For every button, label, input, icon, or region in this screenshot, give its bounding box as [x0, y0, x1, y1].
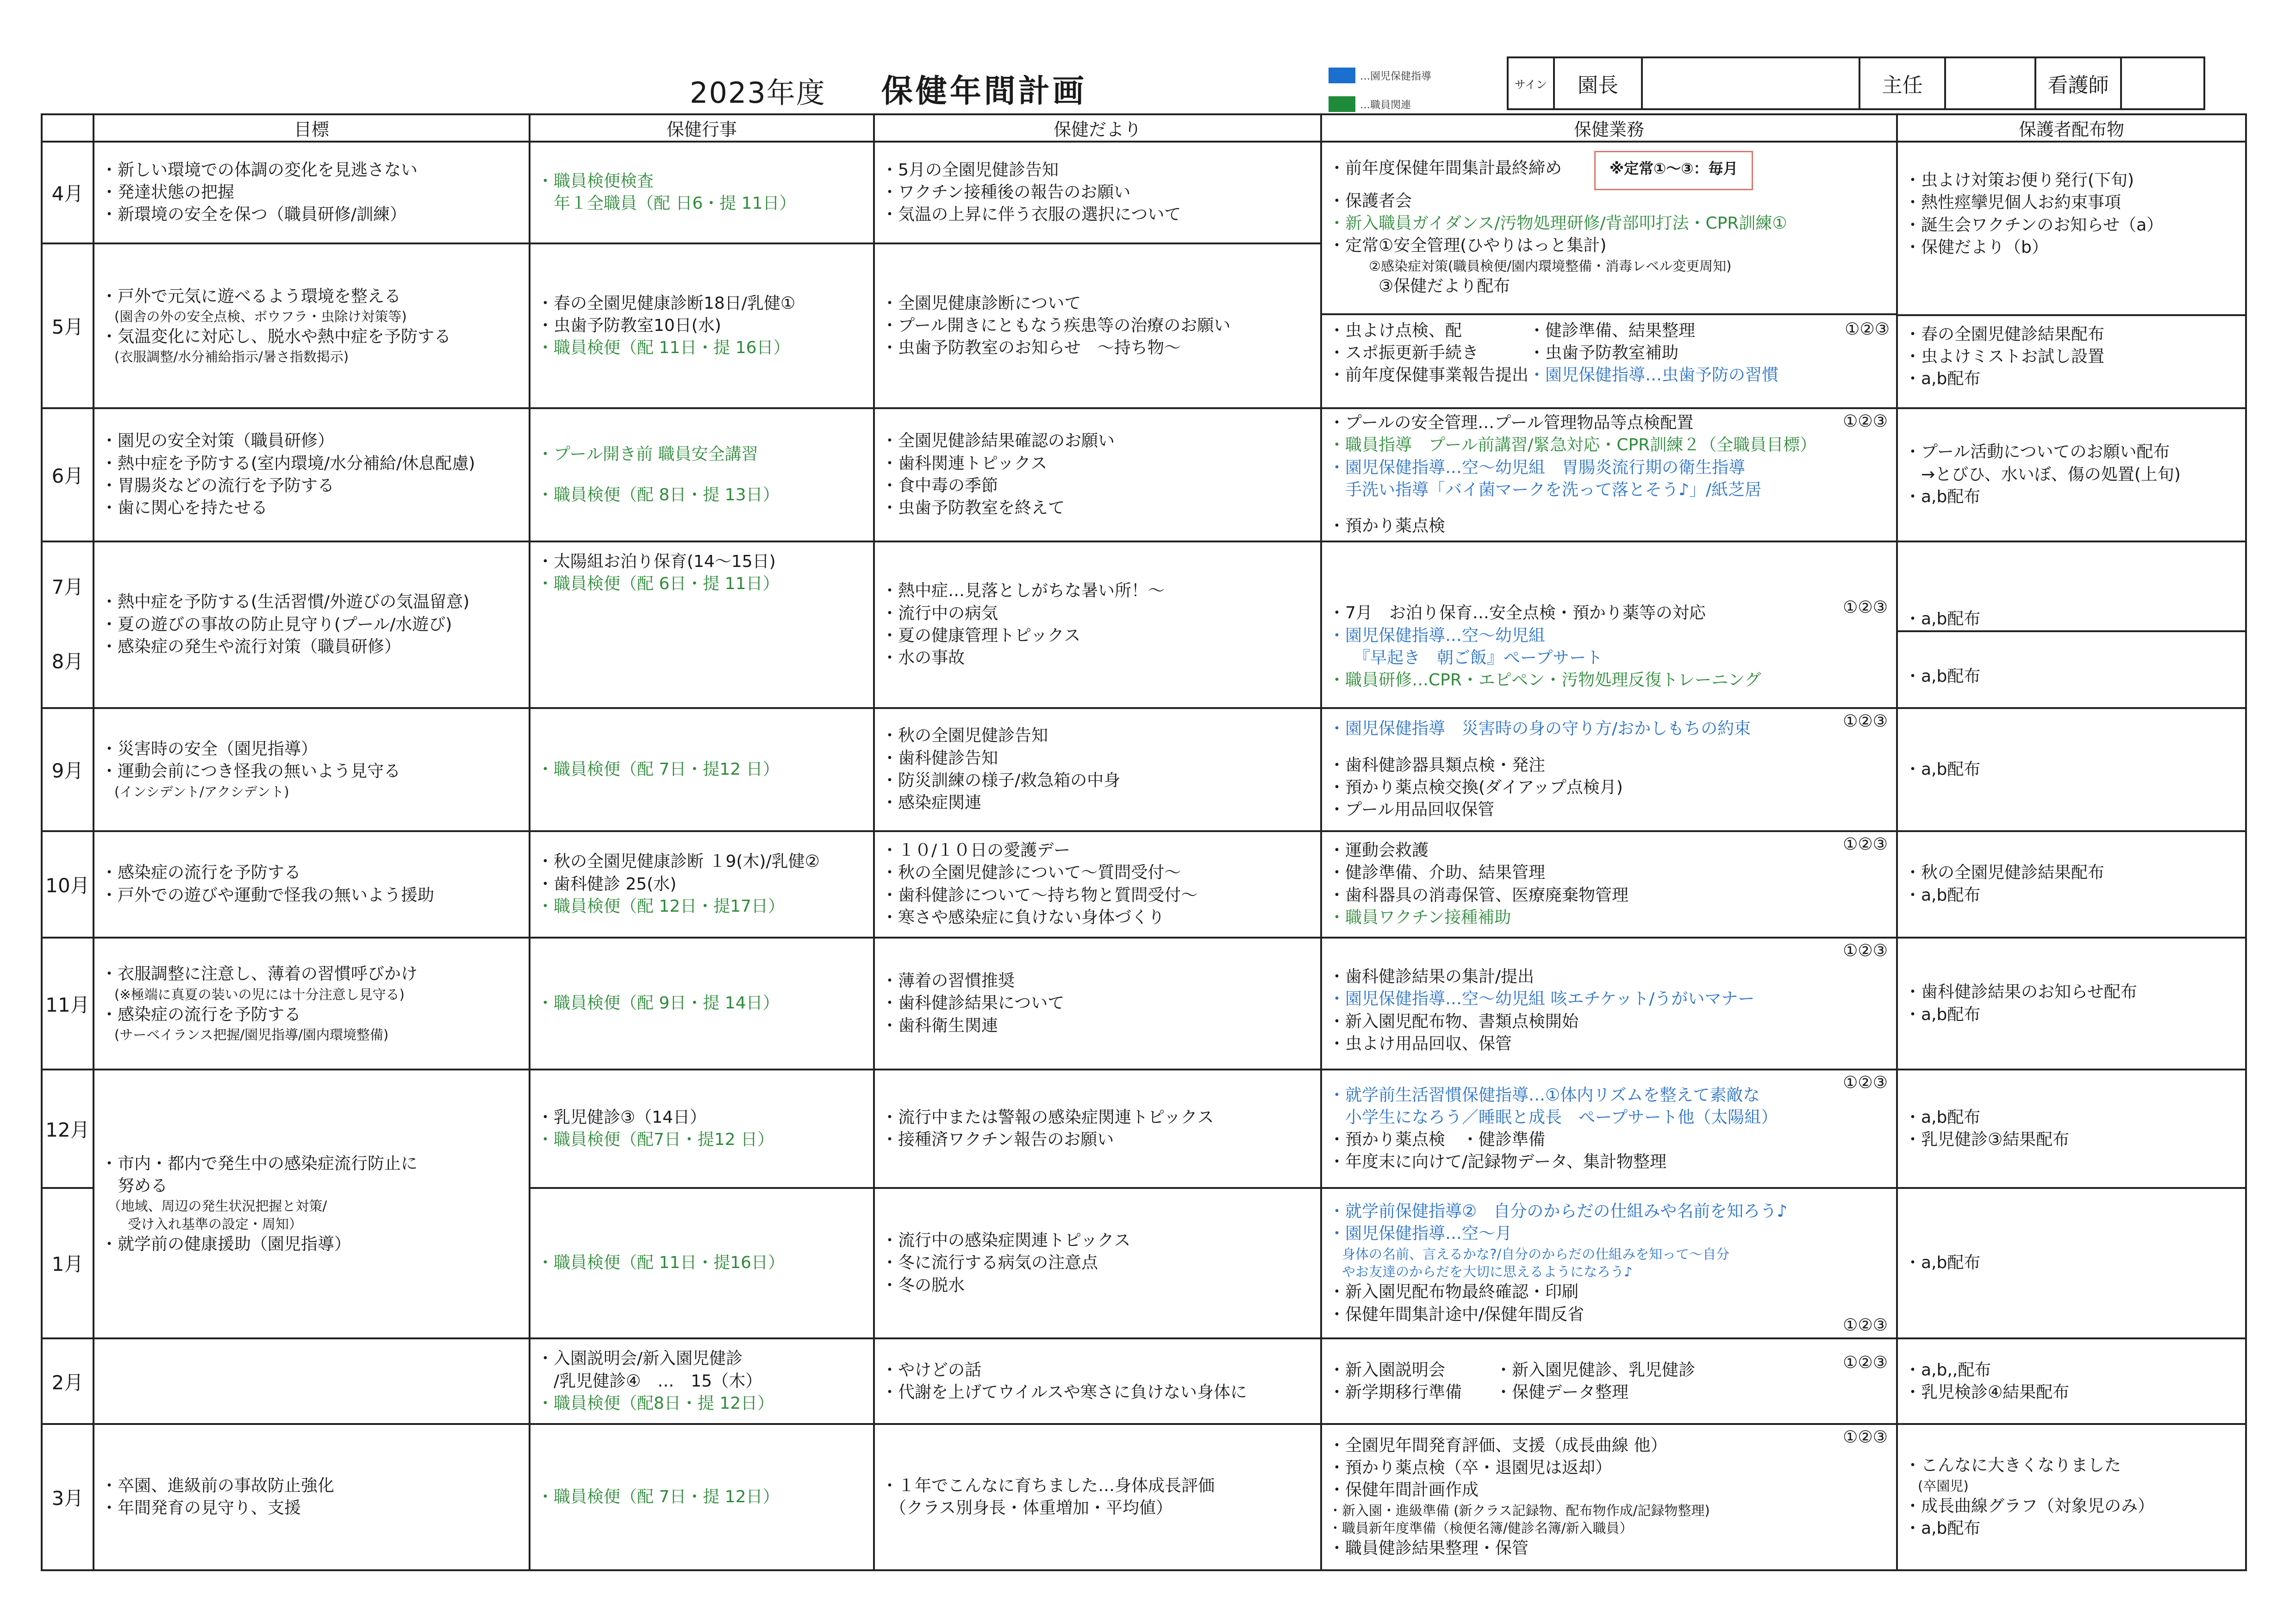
header-newsletter: 保健だより: [874, 114, 1321, 142]
handout-line: ・虫よけ対策お便り発行(下旬): [1904, 171, 2134, 190]
routine-marker: ①②③: [1843, 712, 1888, 731]
handout-line: ・a,b配布: [1904, 885, 1981, 905]
routine-marker: ①②③: [1843, 1353, 1888, 1373]
goal-line: ・感染症の流行を予防する: [101, 863, 301, 883]
handout-line: (卒園児): [1904, 1478, 1969, 1494]
duty-line: ・前年度保健事業報告提出・園児保健指導…虫歯予防の習慣: [1329, 366, 1779, 385]
duty-line: ・職員ワクチン接種補助: [1329, 908, 1511, 927]
news-line: ・水の事故: [881, 648, 965, 668]
newsletter-cell: [874, 1070, 1321, 1188]
color-legend: [1329, 61, 1477, 118]
handout-line: ・乳児健診③結果配布: [1904, 1130, 2070, 1149]
handout-line: ・歯科健診結果のお知らせ配布: [1904, 983, 2137, 1002]
goal-cell: [94, 1424, 530, 1570]
routine-marker: ①②③: [1845, 319, 1890, 339]
newsletter-cell: [874, 1338, 1321, 1424]
duty-line: ・預かり薬点検 ・健診準備: [1329, 1130, 1546, 1149]
month-label: 5月: [42, 243, 94, 408]
duties-cell: [1321, 541, 1897, 709]
row-december: [42, 1070, 2246, 1188]
duty-line: ・預かり薬点検交換(ダイアップ点検月): [1329, 777, 1623, 797]
duty-line: ・就学前生活習慣保健指導…①体内リズムを整えて素敵な: [1329, 1085, 1760, 1105]
goal-line: (インシデント/アクシデント): [101, 784, 289, 800]
duty-line: ・園児保健指導…空～幼児組 咳エチケット/うがいマナー: [1329, 989, 1755, 1009]
goal-line: ・年間発育の見守り、支援: [101, 1499, 301, 1518]
month-label: 10月: [42, 831, 94, 938]
event-line: ・職員検便検査: [537, 172, 654, 191]
event-line: ・職員検便（配 12日・提17日）: [537, 896, 785, 916]
handouts-cell: [1897, 708, 2246, 831]
duty-line: ・健診準備、介助、結果管理: [1329, 863, 1546, 883]
duties-divider: [1322, 313, 1896, 315]
event-line: ・職員検便（配 6日・提 11日）: [537, 574, 780, 593]
routine-note: ※定常①～③：毎月: [1594, 151, 1753, 190]
goal-line: ・熱中症を予防する(生活習慣/外遊びの気温留意): [101, 592, 470, 612]
nurse-label: 看護師: [2035, 57, 2121, 109]
goal-cell: [94, 938, 530, 1070]
event-line: ・職員検便（配 9日・提 14日）: [537, 994, 780, 1013]
duty-line: ・7月 お泊り保育…安全点検・預かり薬等の対応: [1329, 603, 1706, 623]
news-line: ・虫歯予防教室を終えて: [881, 498, 1065, 517]
goal-line: ・発達状態の把握: [101, 183, 235, 202]
event-line: ・秋の全園児健康診断 １9(木)/乳健②: [537, 852, 820, 871]
duty-line: 『早起き 朝ご飯』ぺープサート: [1329, 648, 1603, 667]
handouts-cell: [1897, 541, 2246, 709]
routine-marker: ①②③: [1843, 834, 1888, 854]
duties-cell: [1321, 142, 1897, 408]
goal-line: ・市内・都内で発生中の感染症流行防止に: [101, 1154, 418, 1173]
handouts-cell: [1897, 1338, 2246, 1424]
duty-line: ・新入園説明会 ・新入園児健診、乳児健診: [1329, 1360, 1696, 1380]
header-row: [42, 114, 2246, 142]
news-line: ・１年でこんなに育ちました…身体成長評価: [881, 1476, 1215, 1495]
newsletter-cell: [874, 938, 1321, 1070]
news-line: ・ワクチン接種後の報告のお願い: [881, 183, 1131, 202]
event-line: ・虫歯予防教室10日(水): [537, 316, 721, 336]
legend-swatch-blue: [1329, 68, 1355, 83]
handout-line: ・虫よけミストお試し設置: [1904, 347, 2105, 367]
handout-line: ・a,b配布: [1904, 759, 1981, 779]
event-line: ・職員検便（配7日・提12 日）: [537, 1130, 774, 1149]
routine-marker: ①②③: [1843, 941, 1888, 960]
goal-cell: [94, 541, 530, 709]
month-label: 9月: [42, 708, 94, 831]
goal-line: ・胃腸炎などの流行を予防する: [101, 476, 335, 495]
month-label: 12月: [42, 1070, 94, 1188]
newsletter-cell: [874, 243, 1321, 408]
news-line: ・流行中の感染症関連トピックス: [881, 1231, 1131, 1250]
duty-line: ・園児保健指導…空～幼児組 胃腸炎流行期の衛生指導: [1329, 458, 1746, 477]
month-august: 8月: [51, 650, 84, 673]
handout-line: ・乳児検診④結果配布: [1904, 1382, 2070, 1402]
news-line: ・１０/１０日の愛護デー: [881, 841, 1071, 860]
signature-table: [1507, 56, 2205, 110]
news-line: ・夏の健康管理トピックス: [881, 626, 1081, 645]
header-events: 保健行事: [530, 114, 874, 142]
event-line: ・入園説明会/新入園児健診: [537, 1349, 743, 1368]
news-line: ・感染症関連: [881, 793, 982, 813]
duty-line: ・新入職員ガイダンス/汚物処理研修/背部叩打法・CPR訓練①: [1329, 214, 1787, 233]
handout-line: ・a,b配布: [1904, 1107, 1981, 1127]
goal-line: ・気温変化に対応し、脱水や熱中症を予防する: [101, 327, 451, 347]
event-line: ・職員検便（配 11日・提 16日）: [537, 338, 790, 358]
duty-line: ③保健だより配布: [1329, 276, 1510, 296]
header-month: [42, 114, 94, 142]
event-line: ・春の全園児健康診断18日/乳健①: [537, 293, 796, 313]
events-cell: [530, 1070, 874, 1188]
handout-line: ・保健だより（b）: [1904, 237, 2048, 257]
handout-line: ・プール活動についてのお願い配布: [1904, 442, 2170, 462]
goal-line: ・卒園、進級前の事故防止強化: [101, 1476, 335, 1495]
news-line: ・歯科健診結果について: [881, 994, 1065, 1013]
news-line: ・接種済ワクチン報告のお願い: [881, 1130, 1114, 1149]
duty-line: ・歯科健診結果の集計/提出: [1329, 967, 1535, 987]
news-line: ・冬の脱水: [881, 1275, 965, 1295]
duties-cell: [1321, 938, 1897, 1070]
news-line: ・歯科衛生関連: [881, 1016, 998, 1035]
routine-marker: ①②③: [1843, 1073, 1888, 1093]
goal-cell: [94, 1070, 530, 1338]
event-line: ・職員検便（配8日・提 12日）: [537, 1393, 774, 1413]
goal-line: ・新環境の安全を保つ（職員研修/訓練）: [101, 205, 407, 224]
news-line: ・プール開きにともなう疾患等の治療のお願い: [881, 316, 1231, 336]
goal-cell: [94, 1338, 530, 1424]
duty-line: ・虫よけ点検、配 ・健診準備、結果整理: [1329, 321, 1696, 340]
goal-cell: [94, 408, 530, 541]
page-title: [690, 69, 1087, 111]
routine-marker: ①②③: [1843, 1316, 1888, 1335]
events-cell: [530, 243, 874, 408]
duties-cell: [1321, 708, 1897, 831]
header-duties: 保健業務: [1321, 114, 1897, 142]
news-line: ・歯科健診告知: [881, 748, 998, 768]
news-line: ・流行中の病気: [881, 603, 998, 623]
duty-line: ・園児保健指導…空～幼児組: [1329, 626, 1546, 645]
duties-cell: [1321, 408, 1897, 541]
goal-line: 努める: [101, 1176, 168, 1195]
event-line: ・プール開き前 職員安全講習: [537, 444, 758, 464]
duties-cell: [1321, 831, 1897, 938]
title-year: 2023年度: [690, 76, 826, 110]
goal-line: ・新しい環境での体調の変化を見逃さない: [101, 160, 418, 180]
news-line: ・寒さや感染症に負けない身体づくり: [881, 908, 1165, 927]
duty-line: ・全園児年間発育評価、支援（成長曲線 他）: [1329, 1436, 1667, 1455]
handouts-cell: [1897, 938, 2246, 1070]
handouts-divider: [1898, 314, 2245, 316]
news-line: ・秋の全園児健診について～質問受付～: [881, 863, 1181, 883]
duty-line: ・プールの安全管理…プール管理物品等点検配置: [1329, 413, 1694, 433]
goal-cell: [94, 243, 530, 408]
event-line: ・職員検便（配 8日・提 13日）: [537, 485, 780, 504]
header-goal: 目標: [94, 114, 530, 142]
handout-line: ・a,b配布: [1904, 369, 1981, 389]
goal-line: ・戸外での遊びや運動で怪我の無いよう援助: [101, 885, 435, 905]
duty-line: 手洗い指導「バイ菌マークを洗って落とそう♪」/紙芝居: [1329, 480, 1762, 499]
duties-cell: [1321, 1188, 1897, 1338]
row-october: [42, 831, 2246, 938]
legend-label: …園児保健指導: [1360, 70, 1432, 82]
legend-label: …職員関連: [1360, 99, 1411, 111]
handout-line: ・春の全園児健診結果配布: [1904, 325, 2105, 344]
news-line: ・熱中症…見落としがちな暑い所！～: [881, 581, 1165, 601]
duty-line: ・保健年間集計途中/保健年間反省: [1329, 1305, 1585, 1324]
newsletter-cell: [874, 1424, 1321, 1570]
goal-line: 受け入れ基準の設定・周知）: [101, 1216, 303, 1232]
event-line: ・職員検便（配 7日・提12 日）: [537, 759, 780, 779]
duty-line: 身体の名前、言えるかな?/自分のからだの仕組みを知って～自分: [1329, 1246, 1730, 1262]
nurse-sign-box[interactable]: [2121, 57, 2204, 109]
handouts-cell: [1897, 142, 2246, 408]
row-june: [42, 408, 2246, 541]
duty-line: ・園児保健指導…空～月: [1329, 1224, 1512, 1244]
handouts-cell: [1897, 1424, 2246, 1570]
handout-line: ・a,b配布: [1904, 609, 1981, 628]
month-label: 11月: [42, 938, 94, 1070]
row-july-august: [42, 541, 2246, 709]
director-sign-box[interactable]: [1642, 57, 1859, 109]
event-line: ・太陽組お泊り保育(14～15日): [537, 552, 776, 571]
events-cell: [530, 938, 874, 1070]
routine-marker: ①②③: [1843, 1428, 1888, 1447]
chief-label: 主任: [1859, 57, 1945, 109]
news-line: ・5月の全園児健診告知: [881, 160, 1059, 180]
news-line: ・気温の上昇に伴う衣服の選択について: [881, 205, 1181, 224]
duty-line: ・預かり薬点検（卒・退園児は返却）: [1329, 1458, 1612, 1478]
news-line: ・虫歯予防教室のお知らせ ～持ち物～: [881, 338, 1181, 358]
duty-line: ・歯科器具の消毒保管、医療廃棄物管理: [1329, 885, 1629, 905]
handouts-cell: [1897, 1188, 2246, 1338]
news-line: ・防災訓練の様子/救急箱の中身: [881, 771, 1121, 790]
goal-line: ・運動会前につき怪我の無いよう見守る: [101, 762, 401, 781]
goal-line: ・衣服調整に注意し、薄着の習慣呼びかけ: [101, 964, 418, 984]
duty-line: ②感染症対策(職員検便/園内環境整備・消毒レベル変更周知): [1329, 258, 1732, 274]
handout-line: ・a,b配布: [1904, 666, 1981, 686]
duty-line: ・プール用品回収保管: [1329, 800, 1495, 820]
duty-line: ・就学前保健指導② 自分のからだの仕組みや名前を知ろう♪: [1329, 1202, 1788, 1221]
newsletter-cell: [874, 708, 1321, 831]
director-label: 園長: [1554, 57, 1642, 109]
goal-line: (衣服調整/水分補給指示/暑さ指数掲示): [101, 349, 349, 365]
news-line: ・食中毒の季節: [881, 476, 998, 495]
news-line: ・歯科関連トピックス: [881, 454, 1048, 473]
goal-cell: [94, 142, 530, 243]
events-cell: [530, 1338, 874, 1424]
events-cell: [530, 831, 874, 938]
duty-line: やお友達のからだを大切に思えるようになろう♪: [1329, 1264, 1633, 1280]
events-cell: [530, 541, 874, 709]
handout-line: ・a,b配布: [1904, 487, 1981, 506]
event-line: ・職員検便（配 11日・提16日）: [537, 1253, 785, 1273]
row-february: [42, 1338, 2246, 1424]
handout-line: ・a,b配布: [1904, 1005, 1981, 1024]
event-line: ・職員検便（配 7日・提 12日）: [537, 1487, 780, 1507]
goal-line: ・歯に関心を持たせる: [101, 498, 268, 517]
news-line: ・流行中または警報の感染症関連トピックス: [881, 1107, 1214, 1127]
newsletter-cell: [874, 541, 1321, 709]
goal-line: ・災害時の安全（園児指導）: [101, 740, 318, 759]
duties-cell: [1321, 1338, 1897, 1424]
duty-line: ・預かり薬点検: [1329, 516, 1446, 536]
news-line: ・歯科健診について～持ち物と質問受付～: [881, 885, 1198, 905]
duty-line: ・職員指導 プール前講習/緊急対応・CPR訓練２（全職員目標）: [1329, 435, 1817, 455]
handouts-cell: [1897, 1070, 2246, 1188]
goal-line: ・感染症の流行を予防する: [101, 1005, 301, 1024]
news-line: ・代謝を上げてウイルスや寒さに負けない身体に: [881, 1382, 1247, 1402]
events-cell: [530, 408, 874, 541]
duty-line: ・保健年間計画作成: [1329, 1480, 1479, 1500]
handout-line: ・誕生会ワクチンのお知らせ（a）: [1904, 215, 2164, 235]
month-label-july-august: [42, 541, 94, 709]
event-line: ・歯科健診 25(水): [537, 874, 677, 894]
duty-line: ・保護者会: [1329, 191, 1412, 211]
duty-line: ・園児保健指導 災害時の身の守り方/おかしもちの約束: [1329, 719, 1751, 739]
handout-line: →とびひ、水いぼ、傷の処置(上旬): [1904, 465, 2181, 484]
handout-line: ・a,b配布: [1904, 1518, 1981, 1538]
row-april: [42, 142, 2246, 243]
month-label: 1月: [42, 1188, 94, 1338]
month-label: 3月: [42, 1424, 94, 1570]
newsletter-cell: [874, 408, 1321, 541]
routine-marker: ①②③: [1843, 597, 1888, 617]
duty-line: ・歯科健診器具類点検・発注: [1329, 755, 1546, 775]
goal-line: (サーベイランス把握/園児指導/園内環境整備): [101, 1026, 389, 1043]
chief-sign-box[interactable]: [1945, 57, 2035, 109]
handout-line: ・熱性痙攣児個人お約束事項: [1904, 193, 2121, 212]
handout-line: ・秋の全園児健診結果配布: [1904, 863, 2105, 883]
goal-line: （地域、周辺の発生状況把握と対策/: [101, 1198, 327, 1214]
news-line: （クラス別身長・体重増加・平均値）: [881, 1499, 1173, 1518]
duty-line: ・定常①安全管理(ひやりはっと集計): [1329, 236, 1607, 255]
duty-line: ・職員健診結果整理・保管: [1329, 1539, 1529, 1558]
goal-cell: [94, 831, 530, 938]
duty-line: ・新入園児配布物最終確認・印刷: [1329, 1282, 1579, 1302]
handout-line: ・a,b,,配布: [1904, 1360, 1991, 1380]
duty-line: ・職員研修…CPR・エピペン・汚物処理反復トレーニング: [1329, 671, 1761, 690]
goal-cell: [94, 708, 530, 831]
handouts-cell: [1897, 408, 2246, 541]
duty-line: ・新学期移行準備 ・保健データ整理: [1329, 1382, 1629, 1402]
events-cell: [530, 142, 874, 243]
duty-line: [1329, 501, 1890, 515]
handout-line: ・a,b配布: [1904, 1253, 1981, 1273]
event-line: /乳児健診④ … 15（木）: [537, 1371, 762, 1391]
month-label: 4月: [42, 142, 94, 243]
header-handouts: 保護者配布物: [1897, 114, 2246, 142]
duty-line: ・前年度保健年間集計最終締め ※定常①～③：毎月: [1329, 151, 1890, 190]
row-september: [42, 708, 2246, 831]
legend-item-child-guidance: [1329, 61, 1477, 90]
goal-line: (園舎の外の安全点検、ボウフラ・虫除け対策等): [101, 309, 407, 325]
duty-line: ・職員新年度準備（検便名簿/健診名簿/新入職員）: [1329, 1520, 1633, 1536]
goal-line: ・夏の遊びの事故の防止見守り(プール/水遊び): [101, 615, 452, 634]
duties-cell: [1321, 1070, 1897, 1188]
events-cell: [530, 1188, 874, 1338]
title-main: 保健年間計画: [881, 73, 1087, 110]
newsletter-cell: [874, 142, 1321, 243]
duty-line: ・運動会救護: [1329, 841, 1429, 860]
news-line: ・冬に流行する病気の注意点: [881, 1253, 1098, 1273]
duty-line: ・新入園児配布物、書類点検開始: [1329, 1012, 1579, 1031]
goal-line: ・熱中症を予防する(室内環境/水分補給/休息配慮): [101, 454, 475, 473]
duty-line: ・スポ振更新手続き ・虫歯予防教室補助: [1329, 343, 1679, 362]
goal-line: ・感染症の発生や流行対策（職員研修）: [101, 637, 401, 656]
duties-cell: [1321, 1424, 1897, 1570]
news-line: ・全園児健診結果確認のお願い: [881, 431, 1115, 451]
row-november: [42, 938, 2246, 1070]
event-line: 年１全職員（配 日6・提 11日）: [537, 194, 796, 213]
goal-line: ・戸外で元気に遊べるよう環境を整える: [101, 287, 401, 306]
row-march: [42, 1424, 2246, 1570]
newsletter-cell: [874, 1188, 1321, 1338]
event-line: ・乳児健診③（14日）: [537, 1107, 707, 1127]
news-line: ・やけどの話: [881, 1360, 982, 1380]
month-label: 6月: [42, 408, 94, 541]
newsletter-cell: [874, 831, 1321, 938]
routine-marker: ①②③: [1843, 411, 1888, 431]
news-line: ・薄着の習慣推奨: [881, 971, 1015, 991]
goal-line: ・就学前の健康援助（園児指導）: [101, 1234, 351, 1254]
annual-health-plan-table: [41, 113, 2247, 1571]
duty-line: ・新入園・進級準備 (新クラス記録物、配布物作成/記録物整理): [1329, 1502, 1710, 1518]
goal-line: ・園児の安全対策（職員研修）: [101, 431, 335, 451]
handouts-cell: [1897, 831, 2246, 938]
month-july: 7月: [51, 576, 84, 599]
month-label: 2月: [42, 1338, 94, 1424]
news-line: ・秋の全園児健診告知: [881, 726, 1048, 746]
duty-line: ・年度末に向けて/記録物データ、集計物整理: [1329, 1152, 1666, 1172]
handout-line: ・こんなに大きくなりました: [1904, 1456, 2121, 1475]
duty-line: 小学生になろう／睡眠と成長 ぺープサート他（太陽組）: [1329, 1107, 1778, 1127]
sign-label: サイン: [1508, 57, 1554, 109]
news-line: ・全園児健康診断について: [881, 293, 1081, 313]
handout-line: ・成長曲線グラフ（対象児のみ）: [1904, 1496, 2155, 1516]
goal-line: (※極端に真夏の装いの児には十分注意し見守る): [101, 986, 405, 1002]
events-cell: [530, 1424, 874, 1570]
legend-swatch-green: [1329, 96, 1355, 112]
duty-line: ・虫よけ用品回収、保管: [1329, 1034, 1512, 1053]
events-cell: [530, 708, 874, 831]
